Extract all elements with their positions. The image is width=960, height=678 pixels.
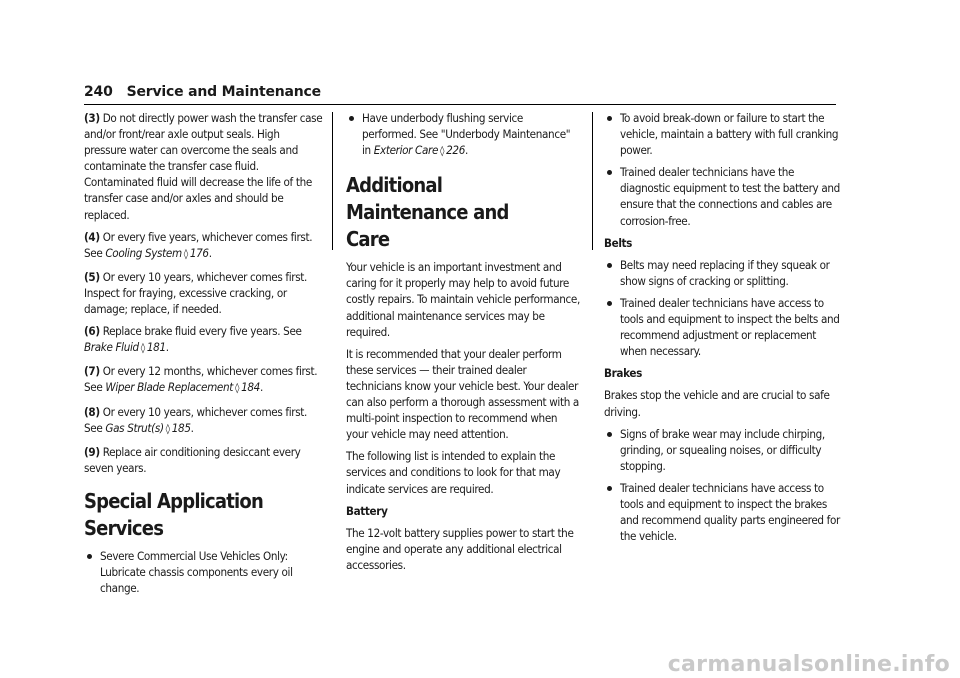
- page-reference-icon: ◊: [440, 146, 445, 158]
- footnote-9: (9) Replace air conditioning desiccant every seven years.: [84, 444, 301, 475]
- page-reference-icon: ◊: [140, 343, 145, 355]
- list-item: Trained dealer technicians have access to tools and equipment to inspect the brakes and recommend quality parts engineered for the vehicle.: [604, 480, 840, 544]
- bullet-list: [84, 548, 324, 596]
- subheading-brakes: Brakes: [604, 366, 642, 381]
- list-item: Trained dealer technicians have access to tools and equipment to inspect the belts and recommend adjustment or replacement when necessary.: [604, 295, 840, 359]
- paragraph: Brakes stop the vehicle and are crucial to safe driving.: [604, 388, 830, 419]
- section-heading-additional-maintenance: Additional Maintenance and Care: [346, 173, 509, 252]
- bullet-list-battery: [604, 110, 840, 229]
- cross-reference-link[interactable]: Brake Fluid: [84, 340, 139, 355]
- list-item: To avoid break-down or failure to start the vehicle, maintain a battery with full cranking power.: [604, 110, 840, 158]
- page-reference-icon: ◊: [165, 423, 170, 435]
- header-rule: [84, 104, 836, 105]
- column-right: [604, 110, 840, 550]
- footnote-8: (8) Or every 10 years, whichever comes first. See Gas Strut(s) ◊ 185.: [84, 404, 307, 435]
- watermark-text: carmanualsonline.info: [667, 652, 950, 677]
- cross-reference-link[interactable]: Exterior Care: [373, 143, 439, 158]
- page-header: [84, 84, 321, 100]
- cross-reference-link[interactable]: Cooling System: [105, 245, 182, 260]
- page-reference-icon: ◊: [235, 383, 240, 395]
- paragraph: Your vehicle is an important investment and caring for it properly may help to avoid future costly repairs. To maintain vehicle performance, additional maintenance services may be required.: [346, 260, 580, 339]
- subheading-belts: Belts: [604, 235, 633, 250]
- section-title: Service and Maintenance: [126, 84, 321, 100]
- list-item: Trained dealer technicians have the diagnostic equipment to test the battery and ensure that the connections and cables are corrosion-free.: [604, 164, 840, 228]
- column-divider-2: [592, 112, 593, 250]
- list-item: Severe Commercial Use Vehicles Only: Lubricate chassis components every oil change.: [84, 548, 324, 596]
- list-item: Signs of brake wear may include chirping, grinding, or squealing noises, or difficulty stopping.: [604, 426, 840, 474]
- column-left: [84, 110, 324, 602]
- bullet-list-brakes: [604, 426, 840, 545]
- bullet-list-belts: [604, 257, 840, 360]
- column-middle: [346, 110, 580, 579]
- cross-reference-link[interactable]: Wiper Blade Replacement: [105, 380, 233, 395]
- page-number: 240: [84, 84, 113, 100]
- column-divider-1: [332, 112, 333, 250]
- footnote-6: (6) Replace brake fluid every five years. See Brake Fluid ◊ 181.: [84, 324, 302, 355]
- bullet-list: [346, 110, 580, 160]
- list-item: Have underbody flushing service performed. See "Underbody Maintenance" in Exterior Care ◊ 226.: [346, 110, 580, 160]
- paragraph: The following list is intended to explain the services and conditions to look for that may indicate services are required.: [346, 449, 561, 496]
- paragraph: It is recommended that your dealer perform these services — their trained dealer technicians know your vehicle best. Your dealer can also perform a thorough assessment with a multi-point inspection to recommend when your vehicle may need attention.: [346, 346, 579, 442]
- footnote-5: (5) Or every 10 years, whichever comes first. Inspect for fraying, excessive cracking, or damage; replace, if needed.: [84, 269, 307, 317]
- footnote-4: (4) Or every five years, whichever comes first. See Cooling System ◊ 176.: [84, 229, 313, 260]
- paragraph: The 12-volt battery supplies power to start the engine and operate any additional electrical accessories.: [346, 525, 574, 572]
- list-item: Belts may need replacing if they squeak or show signs of cracking or splitting.: [604, 257, 840, 289]
- subheading-battery: Battery: [346, 503, 388, 518]
- page-reference-icon: ◊: [183, 248, 188, 260]
- cross-reference-link[interactable]: Gas Strut(s): [105, 420, 164, 435]
- footnote-3: (3) Do not directly power wash the transfer case and/or front/rear axle output seals. High pressure water can overcome the seals and contaminate the transfer case fluid. Contaminated fluid will decrease the life of the transfer case and/or axles and should be replaced.: [84, 111, 323, 222]
- footnote-7: (7) Or every 12 months, whichever comes first. See Wiper Blade Replacement ◊ 184.: [84, 364, 318, 395]
- section-heading-special-application: Special Application Services: [84, 488, 263, 540]
